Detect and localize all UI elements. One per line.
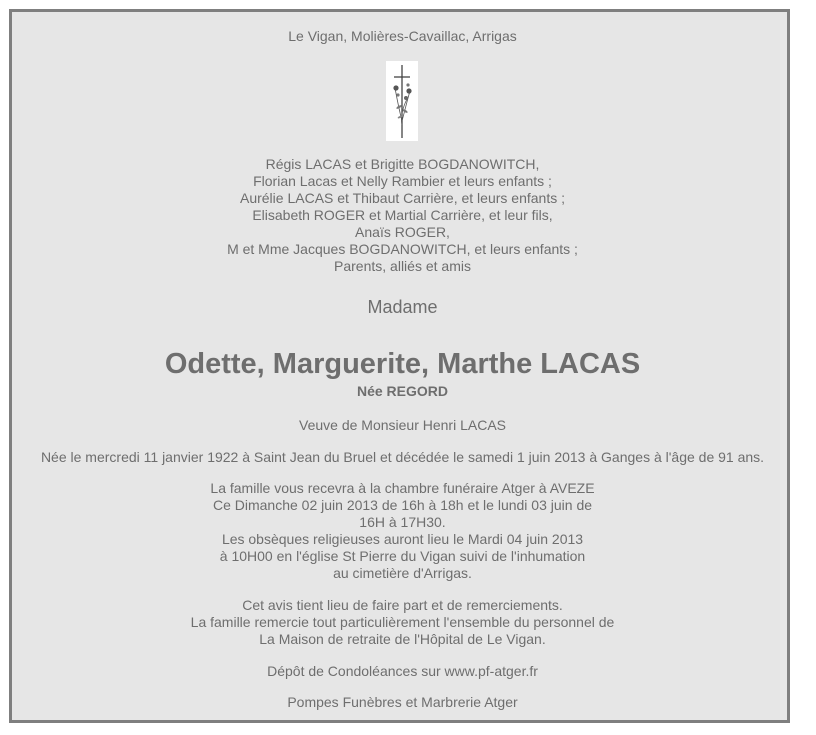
arrangements-line: La famille vous recevra à la chambre funéraire Atger à AVEZE — [210, 480, 595, 496]
cross-with-flowers-icon — [386, 61, 418, 141]
condolences-link: Dépôt de Condoléances sur www.pf-atger.fr — [267, 663, 538, 679]
arrangements-line: à 10H00 en l'église St Pierre du Vigan suivi de l'inhumation — [219, 548, 586, 564]
family-line: Régis LACAS et Brigitte BOGDANOWITCH, — [265, 156, 540, 172]
thanks-line: Cet avis tient lieu de faire part et de remerciements. — [242, 597, 563, 613]
life-dates: Née le mercredi 11 janvier 1922 à Saint Jean du Bruel et décédée le samedi 1 juin 2013 à Ganges à l'âge de 91 ans. — [40, 449, 765, 465]
widow-of: Veuve de Monsieur Henri LACAS — [299, 417, 506, 433]
family-line: Florian Lacas et Nelly Rambier et leurs enfants ; — [253, 173, 552, 189]
family-line: M et Mme Jacques BOGDANOWITCH, et leurs enfants ; — [227, 241, 578, 257]
arrangements-line: 16H à 17H30. — [359, 514, 446, 530]
deceased-title: Madame — [367, 297, 438, 317]
family-line: Parents, alliés et amis — [334, 258, 471, 274]
funeral-company: Pompes Funèbres et Marbrerie Atger — [287, 694, 518, 710]
family-line: Aurélie LACAS et Thibaut Carrière, et leurs enfants ; — [239, 190, 565, 206]
thanks-line: La Maison de retraite de l'Hôpital de Le Vigan. — [259, 631, 546, 647]
birth-name: Née REGORD — [356, 383, 449, 399]
arrangements-line: Ce Dimanche 02 juin 2013 de 16h à 18h et le lundi 03 juin de — [212, 497, 593, 513]
locations-header: Le Vigan, Molières-Cavaillac, Arrigas — [288, 28, 517, 44]
thanks-line: La famille remercie tout particulièrement l'ensemble du personnel de — [190, 614, 615, 630]
family-line: Anaïs ROGER, — [355, 224, 450, 240]
deceased-name: Odette, Marguerite, Marthe LACAS — [164, 348, 641, 380]
arrangements-line: au cimetière d'Arrigas. — [333, 565, 472, 581]
obituary-notice — [9, 9, 790, 723]
family-line: Elisabeth ROGER et Martial Carrière, et leur fils, — [252, 207, 553, 223]
arrangements-line: Les obsèques religieuses auront lieu le Mardi 04 juin 2013 — [221, 531, 584, 547]
